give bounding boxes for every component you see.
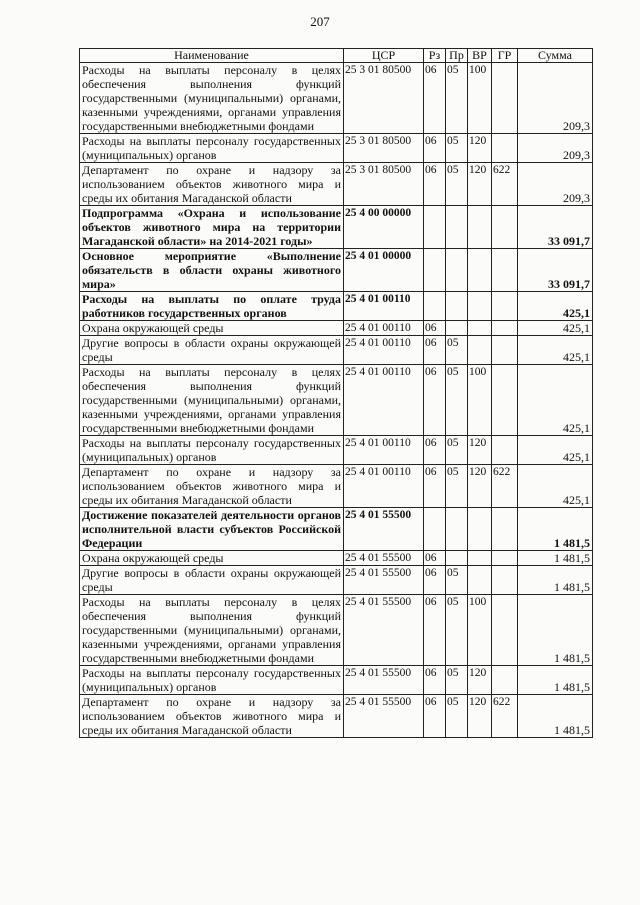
cell-gr xyxy=(492,206,518,249)
cell-vr: 120 xyxy=(468,134,492,163)
cell-csr: 25 4 01 00000 xyxy=(344,249,424,292)
cell-vr xyxy=(468,292,492,321)
cell-rz: 06 xyxy=(424,566,446,595)
cell-vr xyxy=(468,206,492,249)
cell-sum: 425,1 xyxy=(518,365,593,436)
cell-pr: 05 xyxy=(446,595,468,666)
cell-sum: 33 091,7 xyxy=(518,206,593,249)
cell-rz xyxy=(424,206,446,249)
page-number: 207 xyxy=(310,14,330,29)
cell-pr: 05 xyxy=(446,695,468,738)
cell-vr xyxy=(468,566,492,595)
cell-vr xyxy=(468,321,492,336)
cell-vr xyxy=(468,249,492,292)
cell-sum: 425,1 xyxy=(518,465,593,508)
cell-gr xyxy=(492,436,518,465)
table-body xyxy=(80,63,593,738)
cell-name: Охрана окружающей среды xyxy=(80,551,344,566)
cell-gr xyxy=(492,595,518,666)
table-row xyxy=(80,695,593,738)
cell-gr: 622 xyxy=(492,465,518,508)
cell-rz xyxy=(424,508,446,551)
table-row xyxy=(80,249,593,292)
cell-rz: 06 xyxy=(424,336,446,365)
table-row xyxy=(80,321,593,336)
cell-gr xyxy=(492,321,518,336)
cell-gr xyxy=(492,134,518,163)
cell-gr: 622 xyxy=(492,695,518,738)
cell-vr: 100 xyxy=(468,63,492,134)
table-row xyxy=(80,206,593,249)
cell-csr: 25 4 01 55500 xyxy=(344,566,424,595)
cell-vr: 120 xyxy=(468,695,492,738)
cell-sum: 425,1 xyxy=(518,436,593,465)
cell-sum: 1 481,5 xyxy=(518,566,593,595)
cell-gr: 622 xyxy=(492,163,518,206)
cell-pr: 05 xyxy=(446,436,468,465)
table-row xyxy=(80,551,593,566)
cell-pr: 05 xyxy=(446,134,468,163)
cell-csr: 25 4 01 00110 xyxy=(344,336,424,365)
table-row xyxy=(80,365,593,436)
header-vr: ВР xyxy=(468,49,492,63)
header-gr: ГР xyxy=(492,49,518,63)
table-row xyxy=(80,63,593,134)
cell-pr: 05 xyxy=(446,465,468,508)
cell-pr: 05 xyxy=(446,336,468,365)
cell-csr: 25 4 01 00110 xyxy=(344,321,424,336)
header-name: Наименование xyxy=(80,49,344,63)
cell-vr: 100 xyxy=(468,365,492,436)
header-rz: Рз xyxy=(424,49,446,63)
cell-vr xyxy=(468,336,492,365)
cell-csr: 25 4 01 55500 xyxy=(344,695,424,738)
header-csr: ЦСР xyxy=(344,49,424,63)
cell-name: Расходы на выплаты персоналу государственных (муниципальных) органов xyxy=(80,436,344,465)
cell-vr: 120 xyxy=(468,163,492,206)
cell-vr: 120 xyxy=(468,436,492,465)
cell-gr xyxy=(492,292,518,321)
cell-rz: 06 xyxy=(424,63,446,134)
cell-name: Департамент по охране и надзору за использованием объектов животного мира и среды их обитания Магаданской области xyxy=(80,465,344,508)
cell-sum: 33 091,7 xyxy=(518,249,593,292)
cell-sum: 209,3 xyxy=(518,134,593,163)
cell-rz xyxy=(424,292,446,321)
cell-sum: 209,3 xyxy=(518,63,593,134)
table-row xyxy=(80,292,593,321)
cell-sum: 425,1 xyxy=(518,336,593,365)
cell-sum: 1 481,5 xyxy=(518,551,593,566)
cell-name: Охрана окружающей среды xyxy=(80,321,344,336)
cell-name: Департамент по охране и надзору за использованием объектов животного мира и среды их обитания Магаданской области xyxy=(80,695,344,738)
cell-name: Достижение показателей деятельности органов исполнительной власти субъектов Российской Федерации xyxy=(80,508,344,551)
cell-pr: 05 xyxy=(446,163,468,206)
table-row xyxy=(80,595,593,666)
cell-gr xyxy=(492,365,518,436)
cell-rz: 06 xyxy=(424,321,446,336)
cell-vr xyxy=(468,551,492,566)
cell-rz xyxy=(424,249,446,292)
cell-rz: 06 xyxy=(424,666,446,695)
cell-rz: 06 xyxy=(424,365,446,436)
cell-vr xyxy=(468,508,492,551)
cell-sum: 1 481,5 xyxy=(518,695,593,738)
cell-gr xyxy=(492,249,518,292)
cell-pr xyxy=(446,551,468,566)
cell-rz: 06 xyxy=(424,436,446,465)
cell-pr xyxy=(446,321,468,336)
cell-rz: 06 xyxy=(424,134,446,163)
cell-name: Расходы на выплаты персоналу в целях обеспечения выполнения функций государственными (муниципальными) органами, казенными учреждениями, органами управления государственными внебюджетными фондами xyxy=(80,365,344,436)
cell-rz: 06 xyxy=(424,595,446,666)
header-sum: Сумма xyxy=(518,49,593,63)
cell-name: Подпрограмма «Охрана и использование объектов животного мира на территории Магаданской области» на 2014-2021 годы» xyxy=(80,206,344,249)
cell-vr: 120 xyxy=(468,666,492,695)
budget-table xyxy=(79,48,593,738)
cell-pr xyxy=(446,292,468,321)
cell-name: Основное мероприятие «Выполнение обязательств в области охраны животного мира» xyxy=(80,249,344,292)
cell-rz: 06 xyxy=(424,465,446,508)
cell-csr: 25 4 01 55500 xyxy=(344,666,424,695)
cell-rz: 06 xyxy=(424,163,446,206)
cell-csr: 25 3 01 80500 xyxy=(344,134,424,163)
table-row xyxy=(80,134,593,163)
cell-name: Расходы на выплаты персоналу государственных (муниципальных) органов xyxy=(80,666,344,695)
table-row xyxy=(80,566,593,595)
cell-csr: 25 4 01 55500 xyxy=(344,508,424,551)
cell-sum: 425,1 xyxy=(518,321,593,336)
cell-gr xyxy=(492,666,518,695)
cell-pr xyxy=(446,206,468,249)
table-row xyxy=(80,666,593,695)
cell-name: Расходы на выплаты персоналу государственных (муниципальных) органов xyxy=(80,134,344,163)
cell-gr xyxy=(492,336,518,365)
cell-csr: 25 3 01 80500 xyxy=(344,63,424,134)
cell-rz: 06 xyxy=(424,695,446,738)
cell-gr xyxy=(492,551,518,566)
cell-csr: 25 4 01 00110 xyxy=(344,465,424,508)
cell-csr: 25 3 01 80500 xyxy=(344,163,424,206)
cell-sum: 1 481,5 xyxy=(518,508,593,551)
table-row xyxy=(80,336,593,365)
cell-name: Департамент по охране и надзору за использованием объектов животного мира и среды их обитания Магаданской области xyxy=(80,163,344,206)
cell-sum: 1 481,5 xyxy=(518,666,593,695)
cell-name: Расходы на выплаты персоналу в целях обеспечения выполнения функций государственными (муниципальными) органами, казенными учреждениями, органами управления государственными внебюджетными фондами xyxy=(80,595,344,666)
cell-vr: 120 xyxy=(468,465,492,508)
cell-vr: 100 xyxy=(468,595,492,666)
cell-sum: 209,3 xyxy=(518,163,593,206)
table-row xyxy=(80,436,593,465)
cell-pr: 05 xyxy=(446,365,468,436)
cell-pr: 05 xyxy=(446,666,468,695)
cell-gr xyxy=(492,566,518,595)
cell-pr: 05 xyxy=(446,63,468,134)
table-row xyxy=(80,163,593,206)
cell-gr xyxy=(492,508,518,551)
cell-csr: 25 4 01 00110 xyxy=(344,365,424,436)
cell-sum: 425,1 xyxy=(518,292,593,321)
cell-csr: 25 4 01 00110 xyxy=(344,292,424,321)
cell-csr: 25 4 01 55500 xyxy=(344,595,424,666)
cell-rz: 06 xyxy=(424,551,446,566)
cell-name: Расходы на выплаты по оплате труда работников государственных органов xyxy=(80,292,344,321)
cell-sum: 1 481,5 xyxy=(518,595,593,666)
cell-name: Другие вопросы в области охраны окружающей среды xyxy=(80,336,344,365)
cell-csr: 25 4 00 00000 xyxy=(344,206,424,249)
cell-name: Другие вопросы в области охраны окружающей среды xyxy=(80,566,344,595)
cell-csr: 25 4 01 55500 xyxy=(344,551,424,566)
cell-pr xyxy=(446,249,468,292)
cell-pr xyxy=(446,508,468,551)
cell-pr: 05 xyxy=(446,566,468,595)
cell-csr: 25 4 01 00110 xyxy=(344,436,424,465)
table-row xyxy=(80,508,593,551)
header-pr: Пр xyxy=(446,49,468,63)
table-header-row xyxy=(80,49,593,63)
cell-name: Расходы на выплаты персоналу в целях обеспечения выполнения функций государственными (муниципальными) органами, казенными учреждениями, органами управления государственными внебюджетными фондами xyxy=(80,63,344,134)
table-row xyxy=(80,465,593,508)
cell-gr xyxy=(492,63,518,134)
